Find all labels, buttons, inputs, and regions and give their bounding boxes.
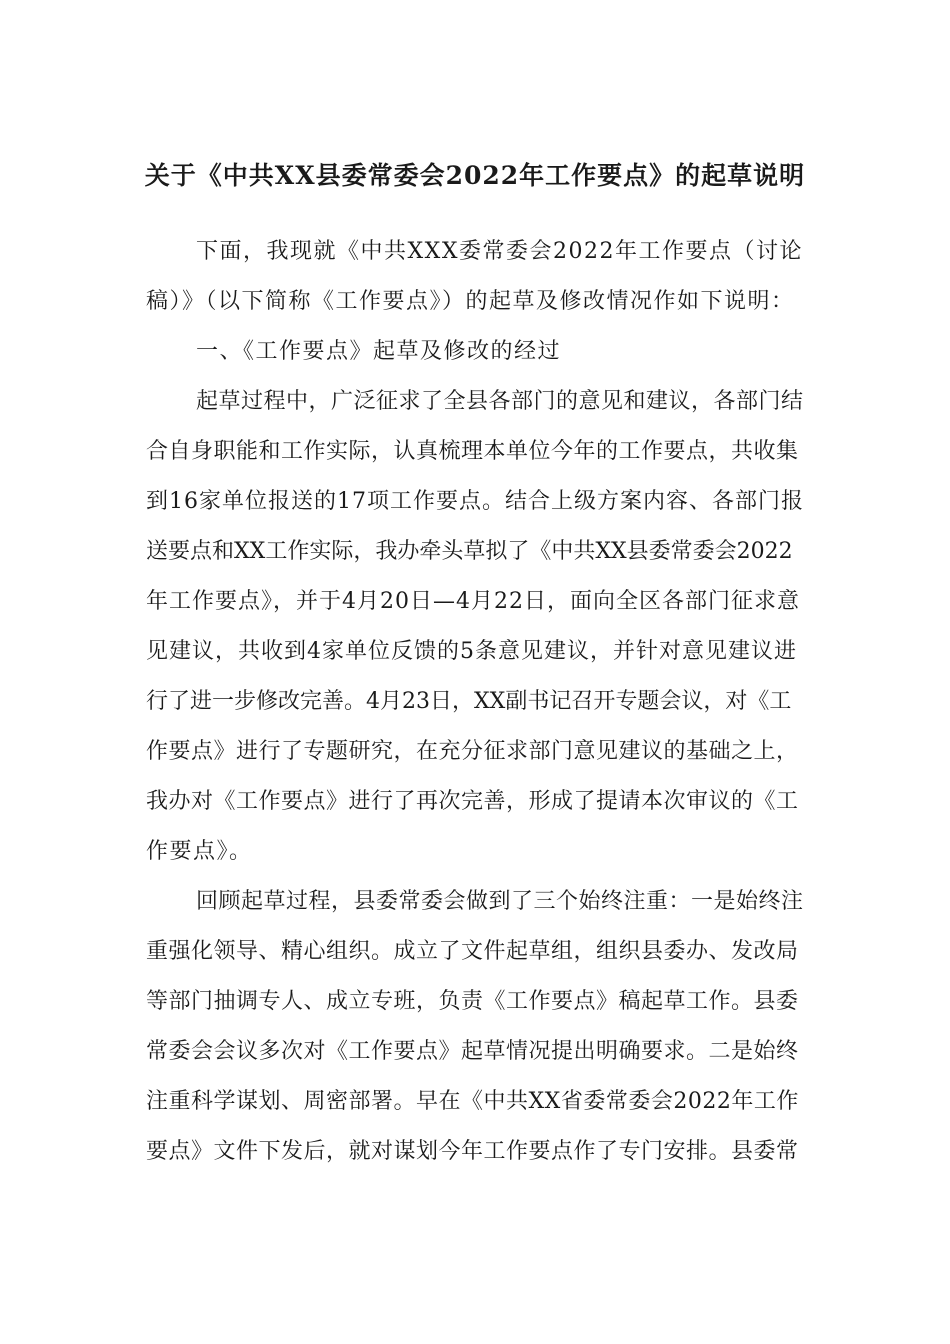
document-title: 关于《中共XX县委常委会2022年工作要点》的起草说明 bbox=[144, 161, 806, 190]
paragraph-line: 作要点》进行了专题研究，在充分征求部门意见建议的基础之上， bbox=[146, 739, 799, 764]
paragraph-line: 行了进一步修改完善。4月23日，XX副书记召开专题会议，对《工 bbox=[146, 689, 792, 714]
paragraph-line: 下面，我现就《中共XXX委常委会2022年工作要点（讨论 bbox=[196, 239, 803, 264]
paragraph-line: 重强化领导、精心组织。成立了文件起草组，组织县委办、发改局 bbox=[146, 939, 799, 964]
paragraph-line: 年工作要点》，并于4月20日—4月22日，面向全区各部门征求意 bbox=[146, 589, 800, 614]
paragraph-line: 我办对《工作要点》进行了再次完善，形成了提请本次审议的《工 bbox=[146, 789, 799, 814]
paragraph-line: 到16家单位报送的17项工作要点。结合上级方案内容、各部门报 bbox=[146, 489, 804, 514]
paragraph-line: 作要点》。 bbox=[146, 839, 253, 864]
paragraph-line: 等部门抽调专人、成立专班，负责《工作要点》稿起草工作。县委 bbox=[146, 989, 799, 1014]
paragraph-line: 注重科学谋划、周密部署。早在《中共XX省委常委会2022年工作 bbox=[146, 1089, 799, 1114]
section-heading: 一、《工作要点》起草及修改的经过 bbox=[196, 339, 562, 364]
paragraph-line: 常委会会议多次对《工作要点》起草情况提出明确要求。二是始终 bbox=[146, 1039, 799, 1064]
paragraph-line: 合自身职能和工作实际，认真梳理本单位今年的工作要点，共收集 bbox=[146, 439, 799, 464]
paragraph-line: 见建议，共收到4家单位反馈的5条意见建议，并针对意见建议进 bbox=[146, 639, 797, 664]
paragraph-line: 稿）》（以下简称《工作要点》）的起草及修改情况作如下说明： bbox=[146, 289, 795, 314]
paragraph-line: 起草过程中，广泛征求了全县各部门的意见和建议，各部门结 bbox=[196, 389, 804, 414]
paragraph-line: 送要点和XX工作实际，我办牵头草拟了《中共XX县委常委会2022 bbox=[146, 539, 793, 564]
paragraph-line: 要点》文件下发后，就对谋划今年工作要点作了专门安排。县委常 bbox=[146, 1139, 799, 1164]
paragraph-line: 回顾起草过程，县委常委会做到了三个始终注重：一是始终注 bbox=[196, 889, 804, 914]
